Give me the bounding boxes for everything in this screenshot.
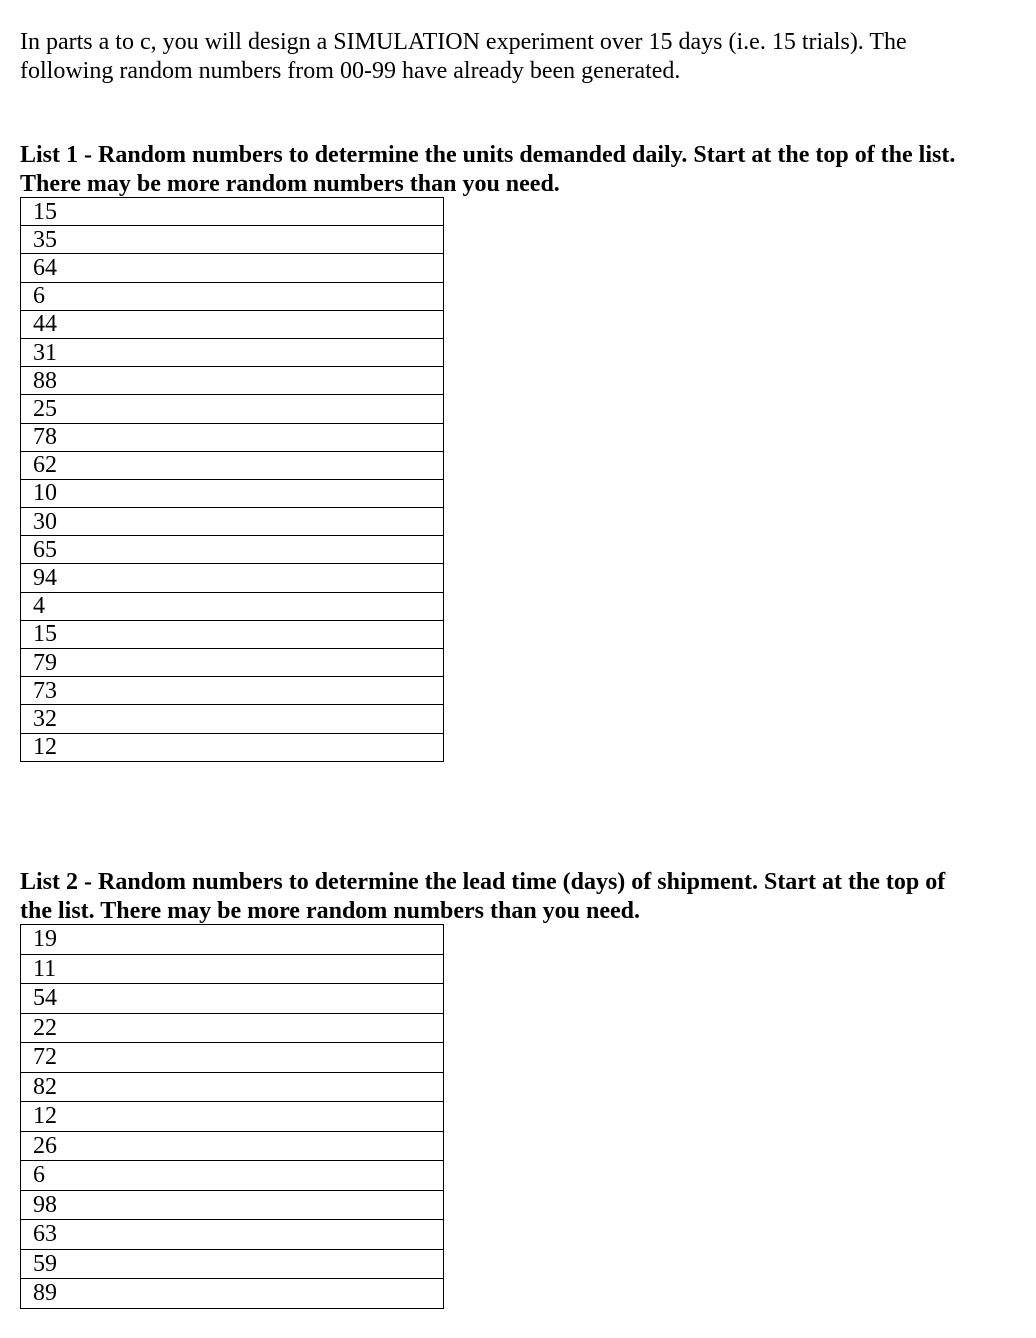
random-number-cell: 10 [21,479,444,507]
random-number-cell: 30 [21,508,444,536]
table-row [21,254,444,282]
random-number-cell: 79 [21,649,444,677]
random-number-cell: 78 [21,423,444,451]
random-number-cell: 82 [21,1072,444,1102]
random-number-cell: 19 [21,925,444,955]
random-number-cell: 6 [21,1161,444,1191]
random-number-cell: 89 [21,1279,444,1309]
random-number-cell: 32 [21,705,444,733]
random-number-cell: 35 [21,226,444,254]
table-row [21,1013,444,1043]
table-row [21,226,444,254]
intro-paragraph: In parts a to c, you will design a SIMULATION experiment over 15 days (i.e. 15 trials). The following random numbers from 00-99 have already been generated. [20,29,907,84]
random-number-cell: 64 [21,254,444,282]
table-row [21,733,444,761]
table-row [21,395,444,423]
table-row [21,649,444,677]
table-row [21,984,444,1014]
table-row [21,1072,444,1102]
table-row [21,1220,444,1250]
random-number-cell: 31 [21,338,444,366]
table-row [21,1102,444,1132]
table-row [21,508,444,536]
random-number-cell: 4 [21,592,444,620]
random-number-cell: 62 [21,451,444,479]
table-row [21,1131,444,1161]
random-number-cell: 88 [21,367,444,395]
table-row [21,705,444,733]
table-row [21,592,444,620]
random-number-cell: 12 [21,1102,444,1132]
table-row [21,564,444,592]
random-number-cell: 12 [21,733,444,761]
table-row [21,310,444,338]
list2-table [20,924,444,1309]
random-number-cell: 44 [21,310,444,338]
random-number-cell: 63 [21,1220,444,1250]
table-row [21,1249,444,1279]
random-number-cell: 6 [21,282,444,310]
table-row [21,198,444,226]
table-row [21,620,444,648]
list1-heading: List 1 - Random numbers to determine the units demanded daily. Start at the top of the list. There may be more random numbers than you need. [20,142,956,197]
random-number-cell: 15 [21,620,444,648]
list1-table [20,197,444,762]
list2-heading: List 2 - Random numbers to determine the lead time (days) of shipment. Start at the top of the list. There may be more random numbers than you need. [20,869,946,924]
table-row [21,1279,444,1309]
table-row [21,479,444,507]
table-row [21,954,444,984]
random-number-cell: 73 [21,677,444,705]
random-number-cell: 54 [21,984,444,1014]
table-row [21,451,444,479]
random-number-cell: 25 [21,395,444,423]
table-row [21,367,444,395]
random-number-cell: 22 [21,1013,444,1043]
random-number-cell: 98 [21,1190,444,1220]
table-row [21,338,444,366]
table-row [21,423,444,451]
random-number-cell: 11 [21,954,444,984]
random-number-cell: 59 [21,1249,444,1279]
table-row [21,925,444,955]
table-row [21,282,444,310]
random-number-cell: 26 [21,1131,444,1161]
random-number-cell: 94 [21,564,444,592]
random-number-cell: 72 [21,1043,444,1073]
table-row [21,536,444,564]
table-row [21,1161,444,1191]
random-number-cell: 65 [21,536,444,564]
table-row [21,1190,444,1220]
table-row [21,1043,444,1073]
random-number-cell: 15 [21,198,444,226]
table-row [21,677,444,705]
